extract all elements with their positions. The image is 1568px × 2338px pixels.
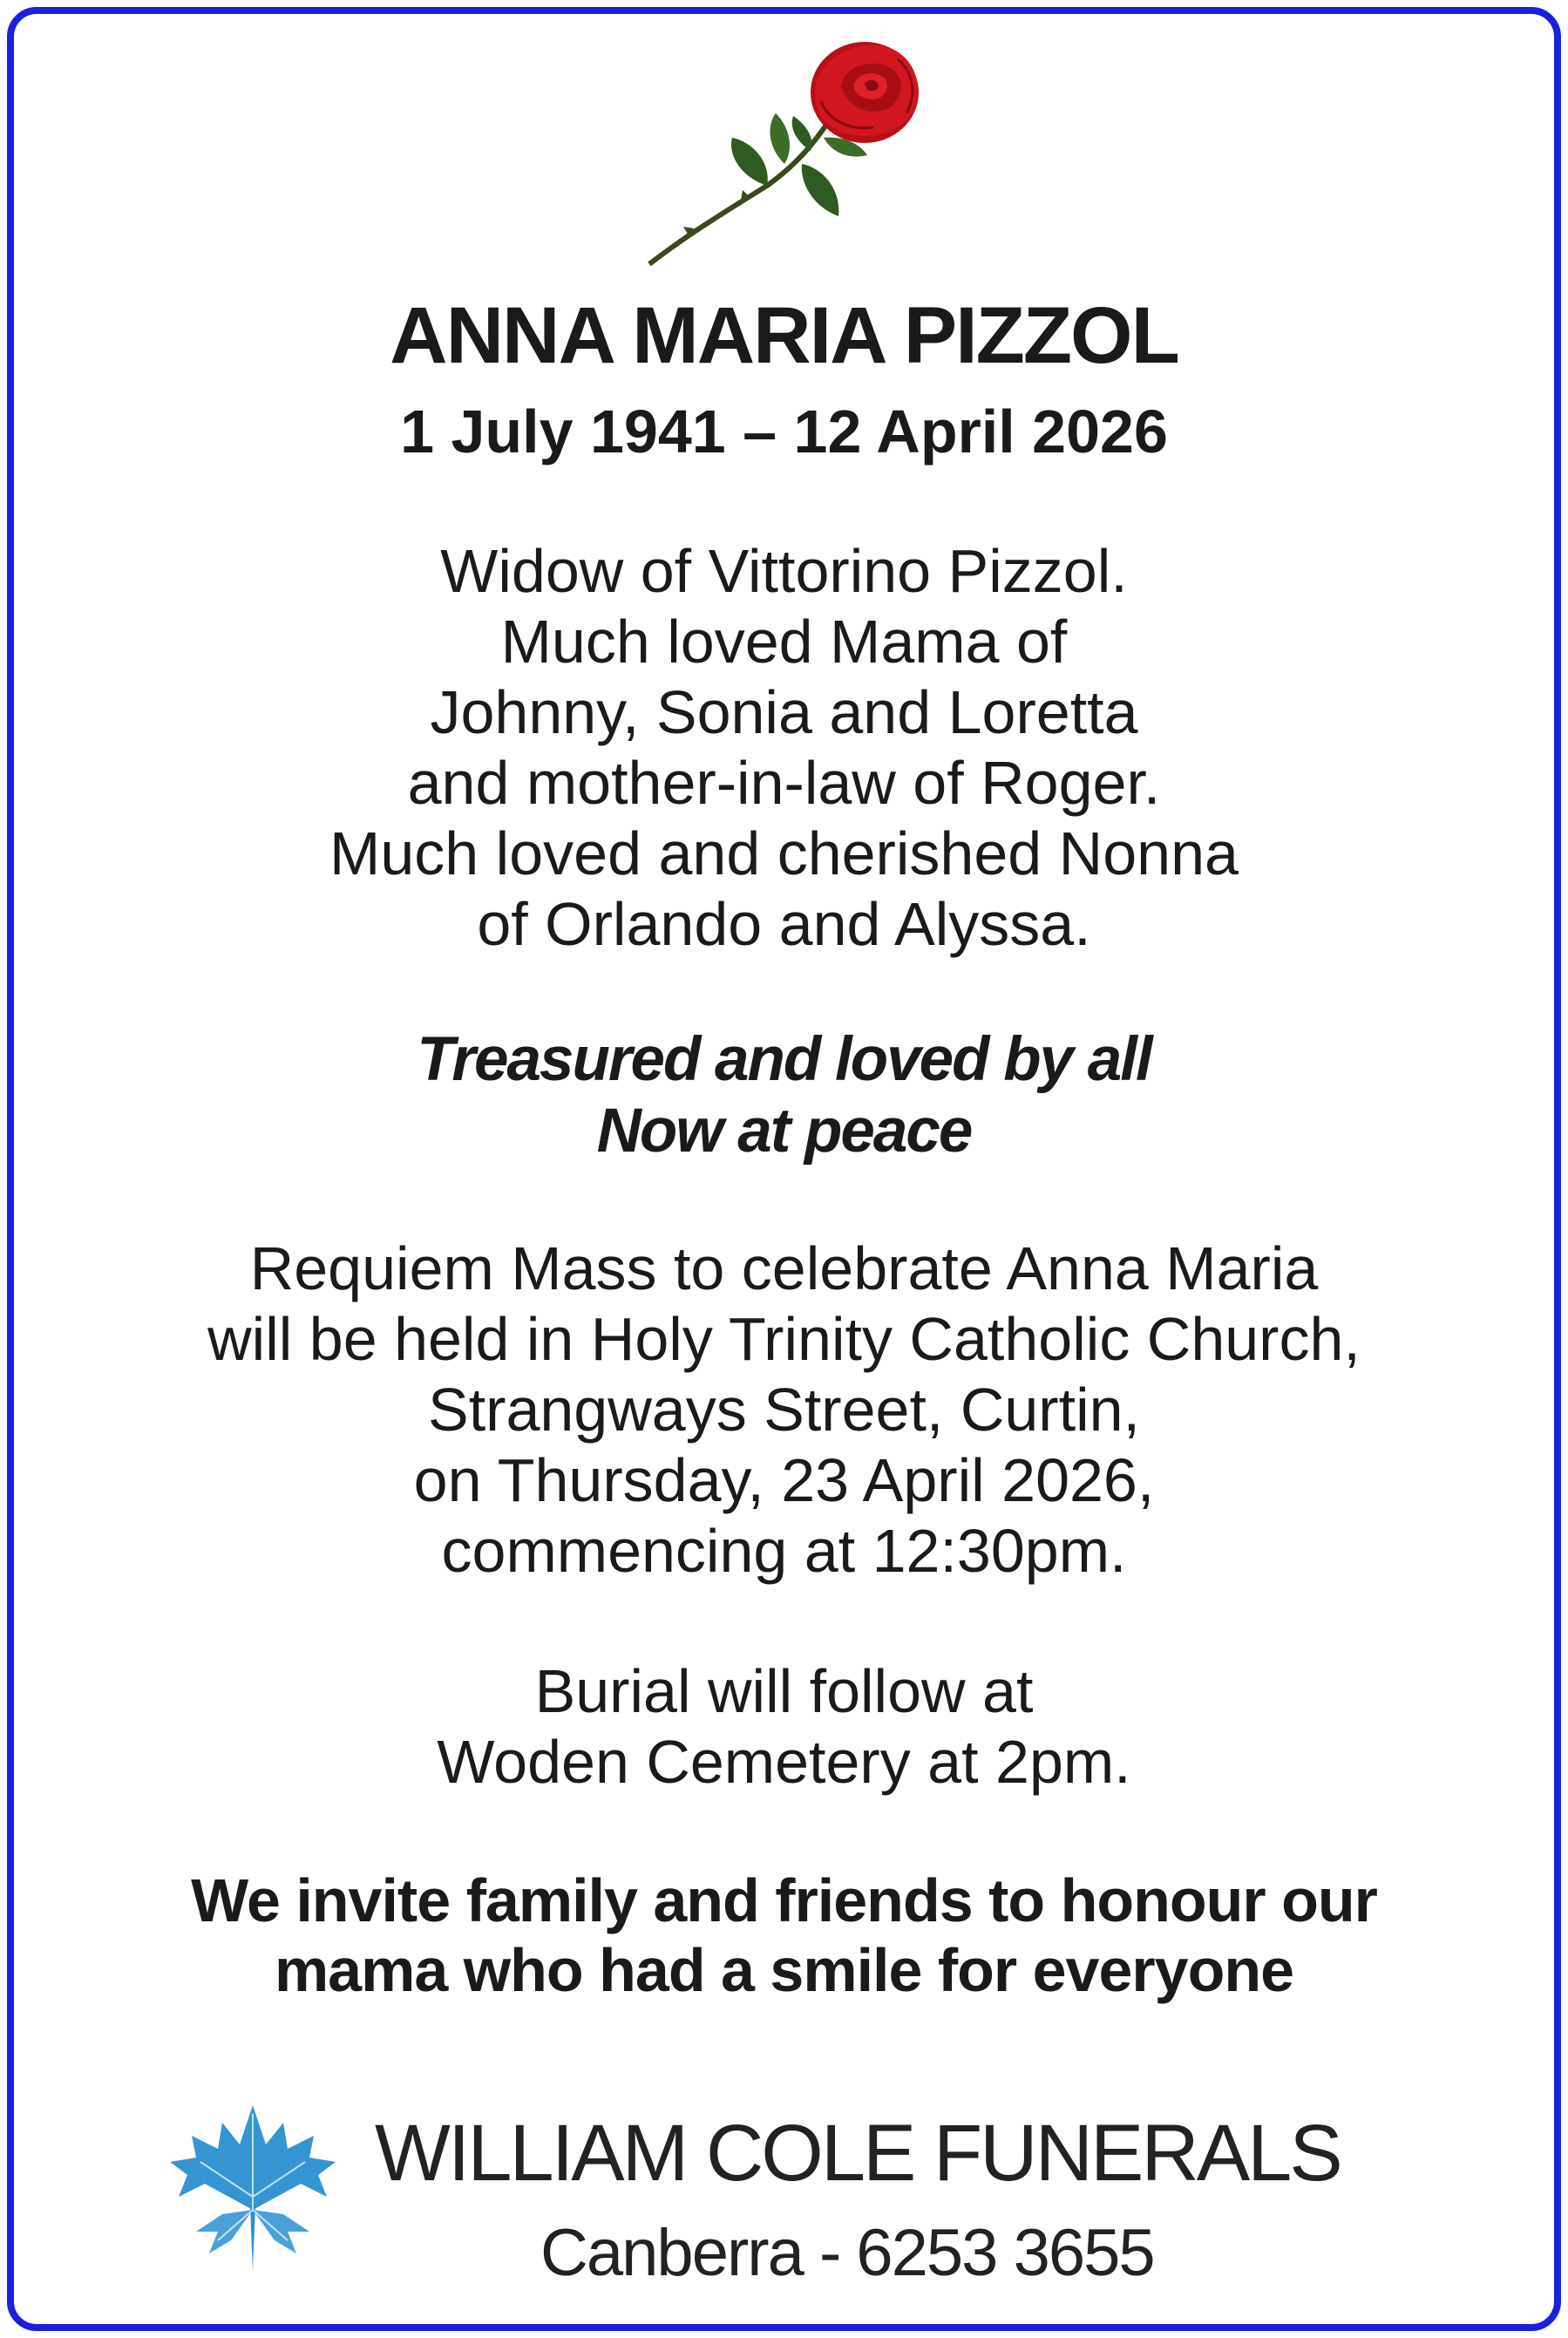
invite-paragraph (0, 1866, 1568, 2005)
mass-line: Strangways Street, Curtin, (428, 1376, 1140, 1444)
family-line: Much loved and cherished Nonna (329, 819, 1239, 887)
invite-line: We invite family and friends to honour our (191, 1866, 1377, 1934)
family-paragraph (0, 536, 1568, 960)
tribute-line: Treasured and loved by all (417, 1025, 1151, 1094)
invite-line: mama who had a smile for everyone (274, 1936, 1294, 2004)
mass-line: commencing at 12:30pm. (441, 1517, 1127, 1585)
family-line: of Orlando and Alyssa. (477, 890, 1091, 958)
funeral-home-phone: Canberra - 6253 3655 (540, 2216, 1154, 2290)
family-line: Widow of Vittorino Pizzol. (440, 537, 1128, 605)
family-line: Johnny, Sonia and Loretta (430, 678, 1138, 746)
funeral-home-name: WILLIAM COLE FUNERALS (375, 2109, 1341, 2198)
mass-paragraph (0, 1234, 1568, 1587)
tribute-line: Now at peace (596, 1097, 972, 1166)
rose-icon (636, 33, 933, 268)
mass-line: will be held in Holy Trinity Catholic Church, (207, 1305, 1361, 1373)
tribute-paragraph (0, 1024, 1568, 1167)
mass-line: on Thursday, 23 April 2026, (413, 1446, 1155, 1514)
family-line: Much loved Mama of (500, 608, 1068, 676)
burial-paragraph (0, 1656, 1568, 1798)
mass-line: Requiem Mass to celebrate Anna Maria (249, 1234, 1319, 1302)
burial-line: Burial will follow at (534, 1657, 1034, 1725)
deceased-name: ANNA MARIA PIZZOL (390, 291, 1178, 380)
burial-line: Woden Cemetery at 2pm. (437, 1728, 1131, 1796)
maple-leaf-icon (170, 2101, 336, 2275)
life-dates: 1 July 1941 – 12 April 2026 (400, 398, 1168, 466)
family-line: and mother-in-law of Roger. (407, 749, 1161, 817)
